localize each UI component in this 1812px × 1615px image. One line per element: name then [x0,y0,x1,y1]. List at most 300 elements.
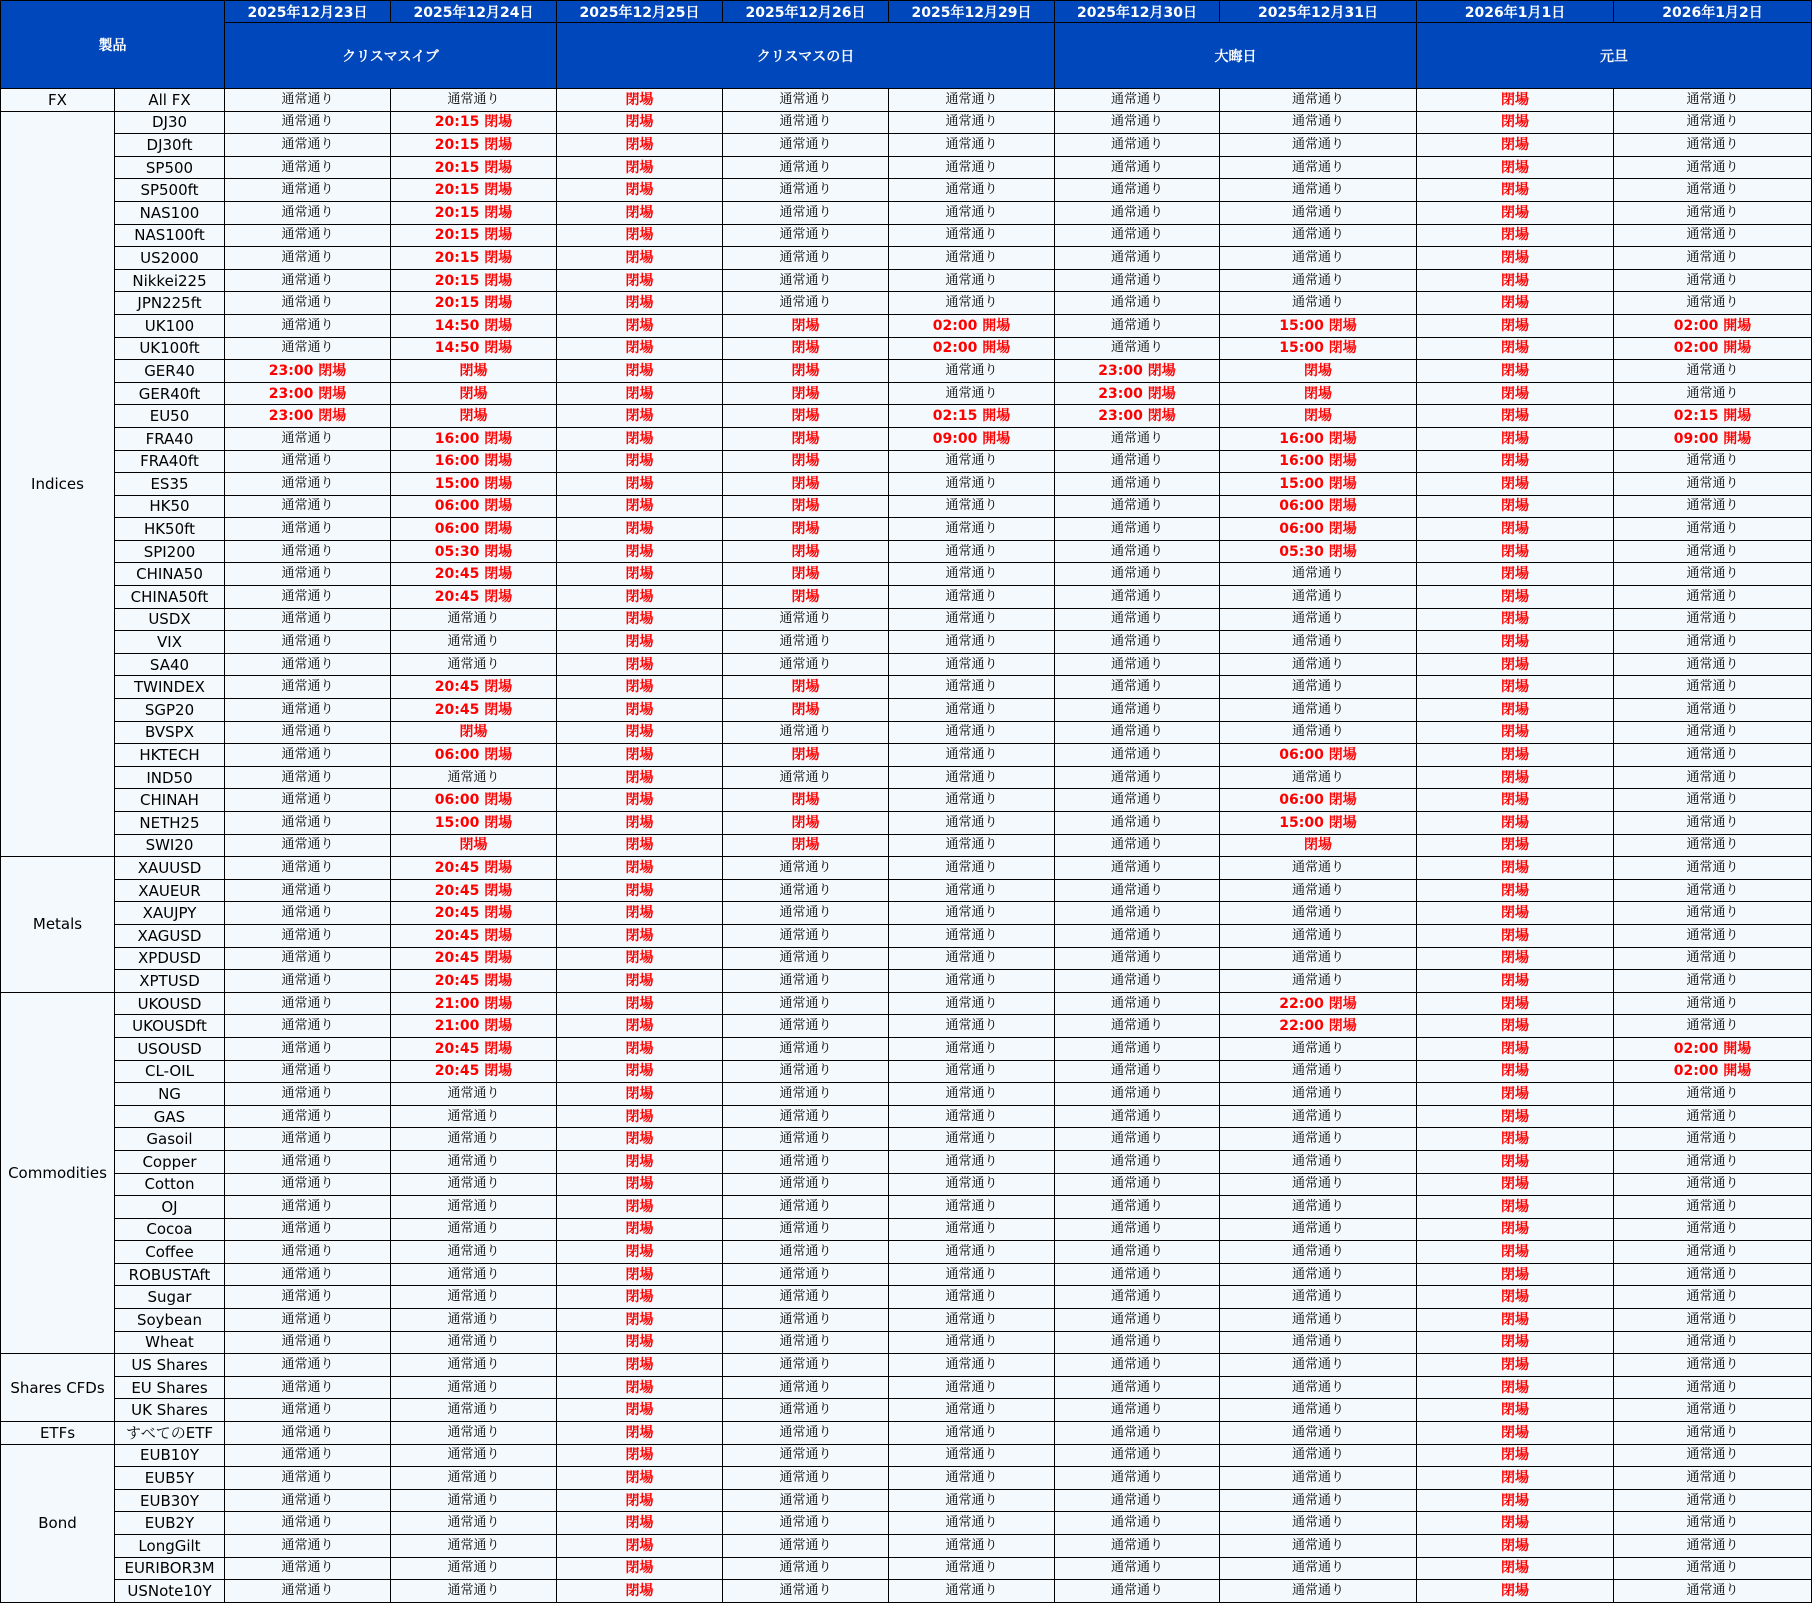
holiday-header: 大晦日 [1055,23,1417,89]
status-cell: 通常通り [225,586,391,609]
status-cell: 通常通り [225,1512,391,1535]
status-cell: 通常通り [391,1309,557,1332]
status-cell: 通常通り [889,89,1055,112]
status-cell: 閉場 [557,1105,723,1128]
status-cell: 閉場 [1417,1083,1614,1106]
product-cell: VIX [115,631,225,654]
table-row [1,247,1812,270]
product-cell: LongGilt [115,1535,225,1558]
status-cell: 通常通り [723,924,889,947]
status-cell: 23:00 閉場 [1055,405,1220,428]
status-cell: 通常通り [225,1557,391,1580]
table-row [1,1489,1812,1512]
date-header: 2025年12月30日 [1055,1,1220,23]
status-cell: 通常通り [1220,1535,1417,1558]
status-cell: 通常通り [391,1489,557,1512]
product-cell: TWINDEX [115,676,225,699]
status-cell: 通常通り [1055,179,1220,202]
status-cell: 通常通り [391,1399,557,1422]
table-row [1,586,1812,609]
status-cell: 23:00 閉場 [225,360,391,383]
status-cell: 06:00 閉場 [391,495,557,518]
status-cell: 閉場 [557,924,723,947]
status-cell: 通常通り [1614,721,1812,744]
table-row [1,1128,1812,1151]
table-row [1,1309,1812,1332]
status-cell: 通常通り [1220,1105,1417,1128]
table-row [1,89,1812,112]
status-cell: 20:15 閉場 [391,269,557,292]
status-cell: 閉場 [723,450,889,473]
status-cell: 通常通り [1220,924,1417,947]
product-cell: すべてのETF [115,1422,225,1445]
status-cell: 通常通り [1220,1060,1417,1083]
status-cell: 閉場 [1417,1512,1614,1535]
status-cell: 通常通り [1220,902,1417,925]
status-cell: 閉場 [557,1083,723,1106]
status-cell: 閉場 [557,631,723,654]
product-cell: FRA40ft [115,450,225,473]
status-cell: 通常通り [1614,1263,1812,1286]
status-cell: 通常通り [1614,292,1812,315]
status-cell: 20:15 閉場 [391,201,557,224]
status-cell: 閉場 [1417,902,1614,925]
status-cell: 通常通り [391,1422,557,1445]
status-cell: 20:15 閉場 [391,292,557,315]
status-cell: 通常通り [889,1083,1055,1106]
status-cell: 通常通り [1614,1489,1812,1512]
status-cell: 通常通り [225,269,391,292]
product-cell: EU50 [115,405,225,428]
status-cell: 通常通り [1614,902,1812,925]
status-cell: 閉場 [1417,1331,1614,1354]
product-cell: XAUJPY [115,902,225,925]
status-cell: 通常通り [225,111,391,134]
status-cell: 09:00 開場 [1614,427,1812,450]
status-cell: 通常通り [1055,1489,1220,1512]
product-cell: SP500ft [115,179,225,202]
product-cell: EUB30Y [115,1489,225,1512]
status-cell: 閉場 [557,427,723,450]
status-cell: 閉場 [1417,947,1614,970]
product-cell: EUB2Y [115,1512,225,1535]
status-cell: 閉場 [1417,608,1614,631]
table-row [1,1331,1812,1354]
status-cell: 通常通り [1055,1444,1220,1467]
status-cell: 15:00 閉場 [391,473,557,496]
status-cell: 通常通り [225,1241,391,1264]
status-cell: 通常通り [1055,1173,1220,1196]
status-cell: 通常通り [1055,1037,1220,1060]
product-cell: GAS [115,1105,225,1128]
product-cell: UK100 [115,314,225,337]
status-cell: 通常通り [889,653,1055,676]
status-cell: 通常通り [225,1037,391,1060]
status-cell: 閉場 [1220,834,1417,857]
status-cell: 通常通り [391,608,557,631]
product-cell: UK100ft [115,337,225,360]
status-cell: 通常通り [1220,1557,1417,1580]
status-cell: 通常通り [225,540,391,563]
status-cell: 15:00 閉場 [391,812,557,835]
status-cell: 通常通り [889,518,1055,541]
category-cell: Commodities [1,992,115,1354]
status-cell: 通常通り [1220,89,1417,112]
status-cell: 閉場 [1417,699,1614,722]
status-cell: 通常通り [1055,201,1220,224]
status-cell: 通常通り [723,653,889,676]
status-cell: 閉場 [557,247,723,270]
status-cell: 通常通り [723,1376,889,1399]
status-cell: 通常通り [225,179,391,202]
status-cell: 通常通り [1220,1444,1417,1467]
status-cell: 通常通り [889,134,1055,157]
status-cell: 通常通り [723,269,889,292]
status-cell: 閉場 [557,1422,723,1445]
status-cell: 通常通り [1220,970,1417,993]
status-cell: 23:00 閉場 [225,382,391,405]
status-cell: 15:00 閉場 [1220,337,1417,360]
status-cell: 通常通り [1614,1512,1812,1535]
status-cell: 通常通り [723,179,889,202]
status-cell: 閉場 [1417,473,1614,496]
status-cell: 通常通り [391,631,557,654]
status-cell: 閉場 [557,224,723,247]
status-cell: 20:45 閉場 [391,586,557,609]
category-cell: FX [1,89,115,112]
status-cell: 通常通り [1055,699,1220,722]
status-cell: 通常通り [1220,1489,1417,1512]
status-cell: 通常通り [225,812,391,835]
schedule-body [1,89,1812,1603]
status-cell: 通常通り [1220,292,1417,315]
date-header-row [1,1,1812,23]
product-cell: IND50 [115,766,225,789]
status-cell: 20:45 閉場 [391,970,557,993]
status-cell: 23:00 閉場 [1055,382,1220,405]
status-cell: 閉場 [723,834,889,857]
status-cell: 通常通り [889,992,1055,1015]
status-cell: 通常通り [225,608,391,631]
status-cell: 通常通り [889,586,1055,609]
status-cell: 閉場 [1417,1150,1614,1173]
status-cell: 通常通り [225,992,391,1015]
status-cell: 16:00 閉場 [391,427,557,450]
product-cell: ROBUSTAft [115,1263,225,1286]
status-cell: 閉場 [1417,1173,1614,1196]
status-cell: 通常通り [1614,1128,1812,1151]
status-cell: 通常通り [1220,134,1417,157]
status-cell: 通常通り [1614,450,1812,473]
status-cell: 通常通り [1614,1557,1812,1580]
status-cell: 閉場 [1417,970,1614,993]
table-row [1,292,1812,315]
table-row [1,1557,1812,1580]
table-row [1,924,1812,947]
status-cell: 通常通り [1614,563,1812,586]
status-cell: 02:00 開場 [1614,337,1812,360]
product-cell: Nikkei225 [115,269,225,292]
status-cell: 通常通り [889,269,1055,292]
status-cell: 通常通り [225,495,391,518]
table-row [1,879,1812,902]
status-cell: 通常通り [723,970,889,993]
holiday-header-row [1,23,1812,89]
product-cell: XAGUSD [115,924,225,947]
status-cell: 通常通り [1614,631,1812,654]
status-cell: 通常通り [889,1218,1055,1241]
status-cell: 通常通り [225,721,391,744]
status-cell: 通常通り [1055,1105,1220,1128]
status-cell: 02:00 開場 [1614,1037,1812,1060]
status-cell: 通常通り [1220,1241,1417,1264]
status-cell: 通常通り [723,1241,889,1264]
product-cell: HK50 [115,495,225,518]
status-cell: 22:00 閉場 [1220,992,1417,1015]
status-cell: 通常通り [1220,1286,1417,1309]
status-cell: 閉場 [557,337,723,360]
table-row [1,563,1812,586]
status-cell: 閉場 [557,1218,723,1241]
status-cell: 閉場 [557,1060,723,1083]
status-cell: 通常通り [225,1196,391,1219]
status-cell: 通常通り [1220,1331,1417,1354]
status-cell: 通常通り [723,1489,889,1512]
table-row [1,111,1812,134]
table-row [1,540,1812,563]
status-cell: 閉場 [1417,382,1614,405]
product-cell: XPDUSD [115,947,225,970]
status-cell: 閉場 [557,540,723,563]
status-cell: 通常通り [225,947,391,970]
status-cell: 閉場 [557,699,723,722]
status-cell: 通常通り [723,1105,889,1128]
status-cell: 通常通り [1614,744,1812,767]
table-row [1,608,1812,631]
status-cell: 通常通り [1220,563,1417,586]
status-cell: 通常通り [889,1173,1055,1196]
status-cell: 閉場 [557,201,723,224]
status-cell: 閉場 [1417,450,1614,473]
product-cell: UKOUSDft [115,1015,225,1038]
status-cell: 通常通り [1055,744,1220,767]
status-cell: 21:00 閉場 [391,1015,557,1038]
table-row [1,766,1812,789]
status-cell: 通常通り [723,134,889,157]
status-cell: 通常通り [1055,992,1220,1015]
status-cell: 通常通り [723,721,889,744]
status-cell: 通常通り [391,766,557,789]
status-cell: 06:00 閉場 [1220,518,1417,541]
table-row [1,902,1812,925]
status-cell: 通常通り [1055,608,1220,631]
table-row [1,1015,1812,1038]
status-cell: 閉場 [1417,1015,1614,1038]
status-cell: 通常通り [391,1557,557,1580]
status-cell: 通常通り [1055,1263,1220,1286]
status-cell: 閉場 [1417,156,1614,179]
status-cell: 通常通り [723,1218,889,1241]
status-cell: 通常通り [889,247,1055,270]
status-cell: 通常通り [1614,1083,1812,1106]
status-cell: 通常通り [1220,631,1417,654]
status-cell: 通常通り [1614,1105,1812,1128]
status-cell: 02:15 開場 [1614,405,1812,428]
status-cell: 通常通り [1055,89,1220,112]
status-cell: 21:00 閉場 [391,992,557,1015]
status-cell: 通常通り [225,1105,391,1128]
status-cell: 通常通り [723,1580,889,1603]
product-cell: Soybean [115,1309,225,1332]
status-cell: 通常通り [1220,1309,1417,1332]
status-cell: 閉場 [1417,879,1614,902]
status-cell: 通常通り [1055,1580,1220,1603]
status-cell: 通常通り [225,676,391,699]
status-cell: 閉場 [1417,1286,1614,1309]
date-header: 2025年12月26日 [723,1,889,23]
table-row [1,337,1812,360]
status-cell: 通常通り [1055,653,1220,676]
status-cell: 通常通り [889,179,1055,202]
status-cell: 通常通り [889,360,1055,383]
status-cell: 通常通り [1055,1331,1220,1354]
status-cell: 閉場 [1417,676,1614,699]
product-cell: OJ [115,1196,225,1219]
status-cell: 閉場 [1417,563,1614,586]
status-cell: 通常通り [225,766,391,789]
status-cell: 通常通り [225,1467,391,1490]
status-cell: 通常通り [723,902,889,925]
status-cell: 閉場 [557,1376,723,1399]
status-cell: 閉場 [1417,1399,1614,1422]
status-cell: 通常通り [225,744,391,767]
status-cell: 通常通り [391,1376,557,1399]
product-cell: JPN225ft [115,292,225,315]
product-cell: Cotton [115,1173,225,1196]
product-cell: XAUEUR [115,879,225,902]
status-cell: 通常通り [391,1128,557,1151]
status-cell: 通常通り [1055,134,1220,157]
table-row [1,992,1812,1015]
status-cell: 閉場 [1417,540,1614,563]
status-cell: 通常通り [1220,1037,1417,1060]
product-cell: US2000 [115,247,225,270]
status-cell: 通常通り [225,1376,391,1399]
table-row [1,518,1812,541]
status-cell: 通常通り [1614,201,1812,224]
status-cell: 閉場 [557,111,723,134]
status-cell: 通常通り [1614,1422,1812,1445]
table-row [1,427,1812,450]
status-cell: 通常通り [723,1422,889,1445]
status-cell: 通常通り [225,1286,391,1309]
status-cell: 通常通り [225,631,391,654]
table-row [1,1173,1812,1196]
status-cell: 通常通り [1614,360,1812,383]
status-cell: 通常通り [225,224,391,247]
status-cell: 通常通り [1614,179,1812,202]
status-cell: 通常通り [889,879,1055,902]
table-row [1,1196,1812,1219]
table-row [1,269,1812,292]
status-cell: 通常通り [889,1241,1055,1264]
status-cell: 閉場 [557,1331,723,1354]
table-row [1,1399,1812,1422]
status-cell: 閉場 [1417,134,1614,157]
status-cell: 閉場 [557,676,723,699]
status-cell: 通常通り [1220,224,1417,247]
status-cell: 通常通り [723,857,889,880]
status-cell: 通常通り [723,247,889,270]
table-row [1,179,1812,202]
status-cell: 通常通り [225,1128,391,1151]
status-cell: 通常通り [1055,156,1220,179]
status-cell: 閉場 [557,450,723,473]
table-row [1,473,1812,496]
status-cell: 通常通り [1614,586,1812,609]
status-cell: 通常通り [225,789,391,812]
status-cell: 通常通り [1055,1241,1220,1264]
status-cell: 通常通り [889,721,1055,744]
status-cell: 閉場 [557,89,723,112]
status-cell: 通常通り [1614,269,1812,292]
status-cell: 通常通り [1614,857,1812,880]
table-row [1,653,1812,676]
status-cell: 通常通り [1055,970,1220,993]
status-cell: 通常通り [889,947,1055,970]
status-cell: 閉場 [1417,586,1614,609]
status-cell: 通常通り [391,653,557,676]
status-cell: 22:00 閉場 [1220,1015,1417,1038]
status-cell: 閉場 [1417,405,1614,428]
status-cell: 通常通り [225,879,391,902]
product-cell: GER40 [115,360,225,383]
status-cell: 通常通り [1614,1309,1812,1332]
status-cell: 通常通り [1220,1467,1417,1490]
status-cell: 通常通り [391,1580,557,1603]
table-row [1,134,1812,157]
status-cell: 通常通り [391,1218,557,1241]
status-cell: 閉場 [1220,360,1417,383]
table-row [1,947,1812,970]
status-cell: 閉場 [723,789,889,812]
status-cell: 通常通り [225,156,391,179]
status-cell: 通常通り [889,1489,1055,1512]
table-row [1,970,1812,993]
status-cell: 通常通り [1055,1354,1220,1377]
status-cell: 閉場 [557,608,723,631]
status-cell: 閉場 [557,1444,723,1467]
status-cell: 通常通り [889,1286,1055,1309]
status-cell: 通常通り [225,1309,391,1332]
status-cell: 通常通り [225,1150,391,1173]
status-cell: 通常通り [1614,224,1812,247]
status-cell: 通常通り [1220,879,1417,902]
status-cell: 通常通り [225,1444,391,1467]
status-cell: 通常通り [1055,1557,1220,1580]
status-cell: 通常通り [225,1489,391,1512]
status-cell: 通常通り [889,902,1055,925]
status-cell: 通常通り [1220,947,1417,970]
status-cell: 通常通り [1055,1150,1220,1173]
status-cell: 通常通り [1614,518,1812,541]
status-cell: 閉場 [1417,337,1614,360]
table-row [1,1376,1812,1399]
status-cell: 通常通り [225,699,391,722]
holiday-header: 元旦 [1417,23,1812,89]
status-cell: 20:45 閉場 [391,924,557,947]
status-cell: 通常通り [1220,1422,1417,1445]
